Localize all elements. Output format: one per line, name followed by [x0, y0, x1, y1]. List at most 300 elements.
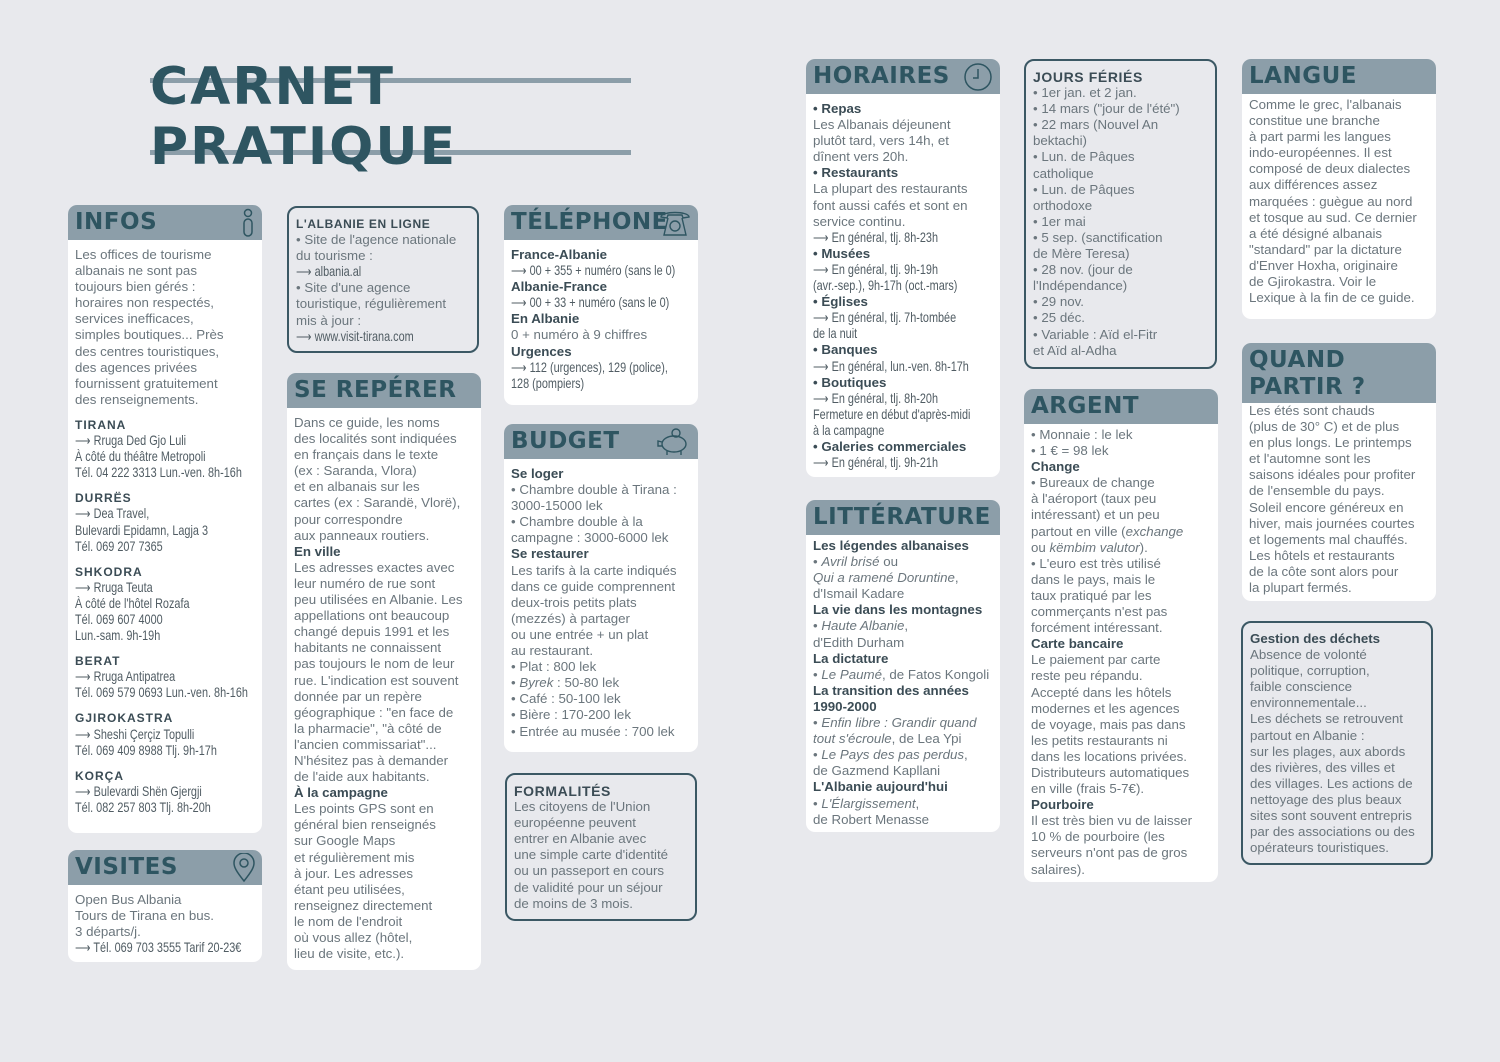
subheading: JOURS FÉRIÉS [1033, 69, 1143, 85]
text-line: ou une entrée + un plat [511, 626, 649, 642]
text-line: changé depuis 1991 et les [294, 624, 450, 640]
text-line: ⟶ 112 (urgences), 129 (police), [511, 359, 668, 375]
quand-partir-card [1242, 343, 1436, 601]
text-line: des renseignements. [75, 391, 199, 407]
text-line: • Lun. de Pâques [1033, 181, 1135, 197]
text-line: européenne peuvent [514, 815, 636, 831]
card-body [296, 216, 470, 345]
text-line: • Variable : Aïd el-Fitr [1033, 326, 1158, 342]
card-body [1242, 94, 1436, 314]
text-line: partout en Albanie : [1250, 727, 1365, 743]
text-line: ⟶ Tél. 069 703 3555 Tarif 20-23€ [75, 940, 242, 956]
text-line: serveurs n'ont pas de gros [1031, 845, 1188, 861]
text-line: • Monnaie : le lek [1031, 427, 1133, 442]
text-line: 3000-15000 lek [511, 498, 603, 514]
formalites-box [505, 773, 697, 921]
subheading: Albanie-France [511, 279, 608, 295]
subheading: Gestion des déchets [1250, 631, 1381, 646]
card-body [68, 885, 262, 962]
text-line: dans ce guide comprennent [511, 578, 676, 594]
text-line: Les adresses exactes avec [294, 559, 455, 575]
italic-title: Qui a ramené Doruntine [813, 570, 955, 586]
text-line: en français dans le texte [294, 447, 439, 463]
subheading: L'Albanie aujourd'hui [813, 779, 948, 795]
subheading: • Boutiques [813, 374, 887, 390]
text-line: • 5 sep. (sanctification [1033, 229, 1163, 245]
text-line: Lexique à la fin de ce guide. [1249, 290, 1415, 306]
text-segment: , de Lea Ypi [891, 731, 962, 747]
text-line: Tél. 069 607 4000 [75, 611, 163, 627]
text-line: • Entrée au musée : 700 lek [511, 723, 675, 739]
text-line: entrer en Albanie avec [514, 831, 647, 847]
text-line: lieu de visite, etc.). [294, 946, 405, 962]
text-line: N'hésitez pas à demander [294, 752, 449, 768]
text-line: (avr.-sep.), 9h-17h (oct.-mars) [813, 278, 958, 294]
infos-card [68, 205, 262, 833]
text-line: taux pratiqué par les [1031, 587, 1152, 603]
text-line [813, 570, 994, 586]
text-line: ⟶ 00 + 33 + numéro (sans le 0) [511, 295, 670, 311]
text-line: Lun.-sam. 9h-19h [75, 628, 161, 644]
subheading: À la campagne [294, 785, 388, 801]
text-line: Accepté dans les hôtels [1031, 684, 1172, 700]
text-line [813, 747, 994, 763]
text-line: 10 % de pourboire (les [1031, 829, 1165, 845]
gestion-dechets-box [1241, 621, 1433, 865]
card-header [1242, 343, 1436, 403]
text-segment: • [813, 666, 822, 682]
text-line: sites sont souvent entrepris [1250, 808, 1412, 824]
card-body [514, 783, 688, 912]
info-icon [240, 208, 256, 238]
text-line: Tél. 069 207 7365 [75, 538, 163, 554]
card-body [1033, 69, 1208, 359]
text-line: • Bière : 170-200 lek [511, 707, 631, 723]
text-line: Comme le grec, l'albanais [1249, 97, 1402, 112]
text-line: à la campagne [813, 422, 885, 438]
card-header [68, 850, 262, 885]
subheading: FORMALITÉS [514, 783, 611, 799]
card-header [68, 205, 262, 240]
text-line: reste peu répandu. [1031, 668, 1143, 684]
text-line: de la côte sont alors pour [1249, 563, 1399, 579]
text-line: modernes et les agences [1031, 700, 1180, 716]
subheading: L'ALBANIE EN LIGNE [296, 217, 431, 231]
text-line: Les points GPS sont en [294, 801, 434, 817]
text-line: font aussi cafés et sont en [813, 197, 968, 213]
subheading: France-Albanie [511, 247, 608, 262]
text-line: et l'automne sont les [1249, 451, 1371, 467]
card-body [1242, 403, 1436, 601]
text-line [813, 618, 994, 634]
text-line: appellations ont beaucoup [294, 608, 450, 624]
text-line: l'Indépendance) [1033, 278, 1128, 294]
text-line: Absence de volonté [1250, 647, 1367, 663]
se-reperer-card [287, 373, 481, 970]
subheading: La transition des années [813, 682, 969, 698]
text-line: de l'ensemble du pays. [1249, 483, 1385, 499]
text-line: rue. L'indication est souvent [294, 672, 459, 688]
card-title: BUDGET [511, 428, 620, 454]
text-line: • Plat : 800 lek [511, 659, 597, 675]
text-line: Tél. 069 579 0693 Lun.-ven. 8h-16h [75, 685, 248, 701]
text-line: ⟶ Rruga Antipatrea [75, 669, 176, 685]
text-segment: , [964, 747, 968, 763]
page-title: CARNET PRATIQUE [150, 56, 458, 177]
text-line: cartes (ex : Sarandë, Vlorë), [294, 495, 461, 511]
text-line: catholique [1033, 165, 1094, 181]
text-line: • L'euro est très utilisé [1031, 555, 1161, 571]
text-line: Tél. 04 222 3313 Lun.-ven. 8h-16h [75, 465, 242, 481]
page-title-banner [150, 56, 631, 177]
text-line: "standard" par la dictature [1249, 241, 1402, 257]
text-line: Fermeture en début d'après-midi [813, 406, 971, 422]
text-line: constitue une branche [1249, 113, 1380, 129]
horaires-card [806, 59, 1000, 477]
text-line: hiver, mais journées courtes [1249, 515, 1415, 531]
text-line: • Lun. de Pâques [1033, 149, 1135, 165]
clock-icon [962, 62, 994, 92]
text-line: du tourisme : [296, 248, 373, 264]
text-line: général bien renseignés [294, 817, 436, 833]
text-line: (plus de 30° C) et de plus [1249, 419, 1400, 435]
text-line: simples boutiques... Près [75, 327, 224, 343]
text-line: Open Bus Albania [75, 892, 182, 907]
text-line: Tours de Tirana en bus. [75, 908, 214, 924]
italic-title: Haute Albanie [821, 618, 905, 634]
text-line: saisons idéales pour profiter [1249, 467, 1416, 483]
text-segment: • [813, 795, 822, 811]
text-line: albanais ne sont pas [75, 263, 197, 279]
litterature-card [806, 500, 1000, 832]
text-line: sur Google Maps [294, 833, 396, 849]
text-line: À côté de l'hôtel Rozafa [75, 595, 190, 611]
text-line: de l'aide aux habitants. [294, 769, 430, 785]
text-line: commerçants n'est pas [1031, 604, 1168, 620]
text-line: renseignez directement [294, 897, 433, 913]
text-line: nettoyage des plus beaux [1250, 791, 1402, 807]
card-title: INFOS [75, 209, 158, 235]
card-body [806, 535, 1000, 832]
text-line: des centres touristiques, [75, 343, 220, 359]
text-line: faible conscience [1250, 679, 1353, 695]
text-line: à l'aéroport (taux peu [1031, 491, 1157, 507]
text-line: Tél. 082 257 803 Tlj. 8h-20h [75, 799, 211, 815]
subheading: Se restaurer [511, 546, 589, 562]
text-segment: • [813, 554, 822, 570]
text-line: d'Enver Hoxha, originaire [1249, 257, 1398, 273]
text-line: Les Albanais déjeunent [813, 117, 951, 133]
text-segment: , [954, 570, 959, 586]
text-line: • Site de l'agence nationale [296, 232, 457, 248]
italic-title: Le Pays des pas perdus [821, 747, 965, 763]
text-line: et régulièrement mis [294, 849, 415, 865]
text-line: indo-européennes. Il est [1249, 145, 1392, 161]
text-line: • 29 nov. [1033, 294, 1084, 310]
text-line [813, 731, 994, 747]
subheading: Urgences [511, 343, 572, 359]
subheading: • Repas [813, 101, 862, 116]
text-line: ⟶ Rruga Teuta [75, 579, 153, 595]
text-line: 3 départs/j. [75, 924, 141, 940]
text-line: ⟶ Dea Travel, [75, 506, 150, 522]
subheading: Carte bancaire [1031, 636, 1124, 652]
text-line: salaires). [1031, 861, 1085, 877]
text-line: orthodoxe [1033, 197, 1093, 213]
text-segment: ou [1031, 539, 1050, 555]
text-line: Bulevardi Epidamn, Lagja 3 [75, 522, 209, 538]
text-segment: • [511, 675, 520, 691]
text-line: Les hôtels et restaurants [1249, 547, 1395, 563]
text-segment: , [915, 795, 920, 811]
italic-title: L'Élargissement [821, 795, 916, 811]
text-line: ⟶ En général, tlj. 9h-21h [813, 455, 939, 471]
text-line: opérateurs touristiques. [1250, 840, 1389, 856]
card-title-line2: PARTIR ? [1249, 374, 1366, 400]
text-line: d'Edith Durham [813, 634, 905, 650]
text-line: des villages. Les actions de [1250, 775, 1413, 791]
text-line [813, 667, 994, 683]
text-segment: , [904, 618, 909, 634]
card-header [806, 59, 1000, 94]
text-line: géographique : "en face de [294, 704, 454, 720]
text-line: (ex : Saranda, Vlora) [294, 463, 417, 479]
text-line: de Robert Menasse [813, 811, 930, 827]
text-line: • 22 mars (Nouvel An [1033, 117, 1159, 133]
text-line: aux panneaux routiers. [294, 527, 430, 543]
subheading: DURRËS [75, 491, 132, 506]
subheading: SHKODRA [75, 564, 143, 579]
text-line: ⟶ Bulevardi Shën Gjergji [75, 783, 202, 799]
text-line: de la nuit [813, 326, 858, 342]
italic-title: Enfin libre : Grandir quand [821, 715, 977, 731]
text-line: intéressant) et un peu [1031, 507, 1160, 523]
text-line: (mezzés) à partager [511, 610, 630, 626]
card-header [504, 424, 698, 459]
card-header [287, 373, 481, 408]
text-line: plutôt tard, vers 14h, et [813, 133, 950, 149]
text-line: ⟶ albania.al [296, 264, 362, 280]
subheading: • Galeries commerciales [813, 438, 967, 454]
card-header [806, 500, 1000, 535]
text-line: et logements mal chauffés. [1249, 531, 1408, 547]
text-line: l'ancien commissariat"... [294, 736, 437, 752]
jours-feries-box [1024, 59, 1217, 369]
text-line [1031, 540, 1212, 556]
card-header [1242, 59, 1436, 94]
text-segment: • [813, 618, 822, 634]
text-line: ⟶ Rruga Ded Gjo Luli [75, 433, 187, 449]
card-title: VISITES [75, 854, 178, 880]
text-line: aux différences assez [1249, 177, 1378, 193]
subheading: 1990-2000 [813, 698, 877, 714]
text-line: des agences privées [75, 359, 197, 375]
card-body [1024, 424, 1218, 882]
text-line: • 28 nov. (jour de [1033, 262, 1133, 278]
italic-title: Le Paumé [821, 666, 882, 682]
subheading: • Restaurants [813, 165, 899, 181]
text-line: ⟶ En général, tlj. 9h-19h [813, 261, 939, 277]
text-line: de Mère Teresa) [1033, 246, 1130, 262]
card-title: QUAND [1249, 347, 1346, 373]
text-line: • Chambre double à Tirana : [511, 482, 677, 498]
text-line: horaires non respectés, [75, 295, 214, 311]
subheading: Les légendes albanaises [813, 538, 969, 553]
italic-title: exchange [1125, 523, 1184, 539]
telephone-card [504, 205, 698, 405]
subheading: TIRANA [75, 417, 127, 432]
text-line: peu utilisées en Albanie. Les [294, 592, 463, 608]
text-line: 0 + numéro à 9 chiffres [511, 327, 648, 343]
text-line: ⟶ Sheshi Çerçiz Topulli [75, 726, 195, 742]
text-line: étant peu utilisées, [294, 881, 405, 897]
text-line: Tél. 069 409 8988 Tlj. 9h-17h [75, 742, 217, 758]
text-line: toujours bien gérés : [75, 279, 196, 295]
card-header [504, 205, 698, 240]
text-line: a été désigné albanais [1249, 225, 1383, 241]
subheading: BERAT [75, 654, 121, 669]
text-line: La plupart des restaurants [813, 181, 968, 197]
subheading: • Banques [813, 342, 878, 358]
text-line: Le paiement par carte [1031, 652, 1161, 668]
telephone-icon [658, 208, 692, 238]
text-segment: • [813, 715, 822, 731]
text-line: environnementale... [1250, 695, 1367, 711]
text-line: • Café : 50-100 lek [511, 691, 621, 707]
italic-title: Avril brisé [821, 554, 880, 570]
text-segment: ou [879, 554, 898, 570]
text-line [511, 675, 692, 691]
text-line: • 1er jan. et 2 jan. [1033, 85, 1137, 101]
text-line: une simple carte d'identité [514, 847, 669, 863]
subheading: En ville [294, 543, 341, 559]
budget-card [504, 424, 698, 752]
text-line: ou un passeport en cours [514, 863, 665, 879]
card-body [504, 240, 698, 400]
text-line: et tosque au sud. Ce dernier [1249, 209, 1417, 225]
italic-title: këmbim valutor [1049, 539, 1140, 555]
text-line: leur numéro de rue sont [294, 575, 436, 591]
card-title: ARGENT [1031, 393, 1140, 419]
text-line: le nom de l'endroit [294, 913, 403, 929]
text-line: composé de deux dialectes [1249, 161, 1411, 177]
card-title: HORAIRES [813, 63, 950, 89]
text-line: habitants ne connaissent [294, 640, 442, 656]
albanie-en-ligne-box [287, 206, 479, 353]
card-body [1250, 631, 1424, 856]
italic-title: tout s'écroule [813, 731, 892, 747]
text-line: à part parmi les langues [1249, 129, 1391, 145]
text-line: par des associations ou des [1250, 824, 1415, 840]
text-line [813, 554, 994, 570]
text-segment: ). [1139, 539, 1148, 555]
text-line: Il est très bien vu de laisser [1031, 813, 1193, 829]
card-title: LITTÉRATURE [813, 504, 991, 530]
text-line: dans les locations privées. [1031, 748, 1187, 764]
text-line: marquées : guègue au nord [1249, 193, 1413, 209]
text-line: de Gjirokastra. Voir le [1249, 274, 1377, 290]
text-line: la plupart fermés. [1249, 580, 1352, 596]
text-line: À côté du théâtre Metropoli [75, 449, 206, 465]
text-line: ⟶ En général, tlj. 7h-tombée [813, 310, 957, 326]
text-line: au restaurant. [511, 643, 594, 659]
text-line: la pharmacie", "à côté de [294, 720, 442, 736]
text-line: politique, corruption, [1250, 663, 1370, 679]
text-line: • Chambre double à la [511, 514, 643, 530]
card-body [287, 408, 481, 970]
subheading: Se loger [511, 466, 564, 481]
text-line: de validité pour un séjour [514, 879, 663, 895]
text-line: • Site d'une agence [296, 280, 411, 296]
text-line: donnée par un repère [294, 688, 422, 704]
text-line: Soleil encore généreux en [1249, 499, 1404, 515]
text-line: bektachi) [1033, 133, 1087, 149]
text-line: Distributeurs automatiques [1031, 764, 1190, 780]
text-segment: , de Fatos Kongoli [881, 666, 990, 682]
text-line: à jour. Les adresses [294, 865, 414, 881]
text-line: où vous allez (hôtel, [294, 930, 413, 945]
card-title: SE REPÉRER [294, 377, 457, 403]
text-line [813, 715, 994, 731]
text-line: pour correspondre [294, 511, 403, 527]
text-line: deux-trois petits plats [511, 594, 637, 610]
card-body [68, 240, 262, 824]
text-line: dînent vers 20h. [813, 149, 909, 165]
text-line: dans le pays, mais le [1031, 571, 1156, 587]
text-line: 128 (pompiers) [511, 375, 585, 391]
text-line: fournissent gratuitement [75, 375, 218, 391]
text-line: forcément intéressant. [1031, 620, 1163, 636]
text-line: ⟶ 00 + 355 + numéro (sans le 0) [511, 263, 676, 279]
text-line: ⟶ En général, lun.-ven. 8h-17h [813, 358, 969, 374]
text-line: campagne : 3000-6000 lek [511, 530, 669, 546]
text-segment: partout en ville ( [1031, 523, 1126, 539]
text-line: ⟶ En général, tlj. 8h-23h [813, 229, 939, 245]
card-header [1024, 389, 1218, 424]
text-line [1031, 524, 1212, 540]
text-line: ⟶ En général, tlj. 8h-20h [813, 390, 939, 406]
text-line: Les tarifs à la carte indiqués [511, 562, 677, 578]
text-line: Les étés sont chauds [1249, 403, 1375, 418]
card-title: LANGUE [1249, 63, 1357, 89]
text-line: ⟶ www.visit-tirana.com [296, 328, 414, 344]
text-segment: • [813, 747, 822, 763]
text-line: des rivières, des villes et [1250, 759, 1395, 775]
text-line: et Aïd al-Adha [1033, 342, 1117, 358]
argent-card [1024, 389, 1218, 882]
text-line: des localités sont indiquées [294, 431, 457, 447]
text-line: mis à jour : [296, 312, 362, 328]
visites-card [68, 850, 262, 962]
text-line: Les offices de tourisme [75, 247, 212, 262]
subheading: GJIROKASTRA [75, 711, 174, 726]
text-line: • Bureaux de change [1031, 475, 1155, 491]
text-line: service continu. [813, 213, 906, 229]
langue-card [1242, 59, 1436, 319]
subheading: Pourboire [1031, 797, 1094, 813]
text-line: en ville (frais 5-7€). [1031, 781, 1145, 797]
text-line: services inefficaces, [75, 311, 194, 327]
subheading: • Églises [813, 294, 868, 310]
piggy-bank-icon [656, 427, 692, 457]
text-line: de moins de 3 mois. [514, 895, 633, 911]
subheading: En Albanie [511, 311, 580, 327]
subheading: • Musées [813, 245, 871, 261]
text-line: et en albanais sur les [294, 479, 420, 495]
text-line: sur les plages, aux abords [1250, 743, 1406, 759]
subheading: Change [1031, 459, 1080, 475]
subheading: La vie dans les montagnes [813, 602, 983, 618]
